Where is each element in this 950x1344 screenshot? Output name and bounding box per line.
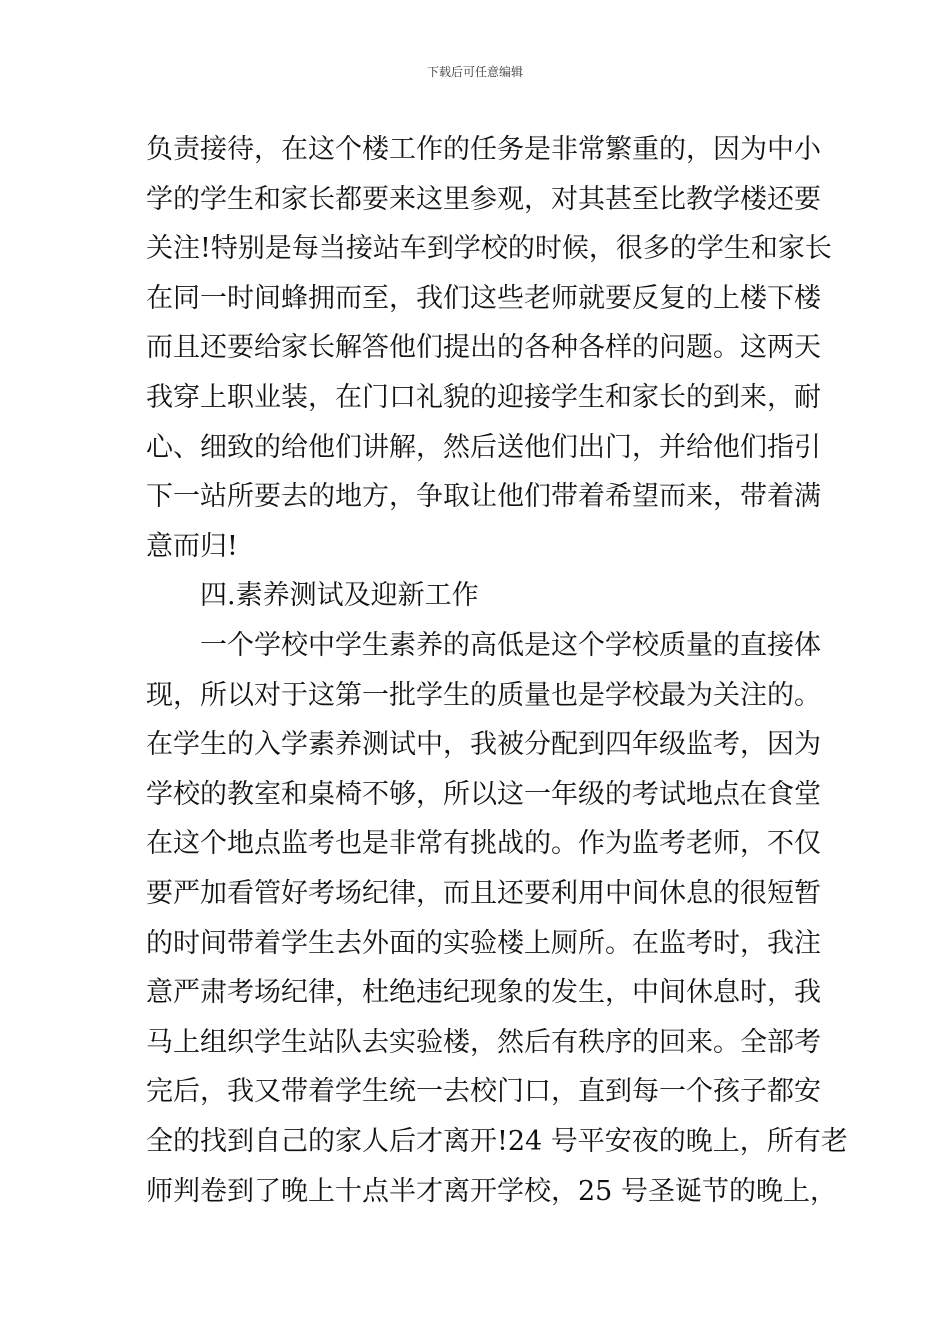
text-line: 马上组织学生站队去实验楼，然后有秩序的回来。全部考: [146, 1026, 821, 1058]
text-line: 要严加看管好考场纪律，而且还要利用中间休息的很短暂: [146, 878, 821, 909]
text-line: 在这个地点监考也是非常有挑战的。作为监考老师，不仅: [146, 828, 821, 860]
text-line: 在同一时间蜂拥而至，我们这些老师就要反复的上楼下楼: [146, 282, 821, 314]
text-line: 负责接待，在这个楼工作的任务是非常繁重的，因为中小: [146, 134, 821, 165]
text-line: 学校的教室和桌椅不够，所以这一年级的考试地点在食堂: [146, 778, 821, 810]
text-line: 关注!特别是每当接站车到学校的时候，很多的学生和家长: [146, 233, 832, 265]
text-line: 学的学生和家长都要来这里参观，对其甚至比教学楼还要: [146, 183, 821, 215]
text-line: 而且还要给家长解答他们提出的各种各样的问题。这两天: [146, 332, 821, 364]
text-line: 现，所以对于这第一批学生的质量也是学校最为关注的。: [146, 679, 821, 711]
page-header-note: 下载后可任意编辑: [426, 65, 523, 79]
text-line: 心、细致的给他们讲解，然后送他们出门，并给他们指引: [146, 431, 821, 463]
text-line: 全的找到自己的家人后才离开!24 号平安夜的晚上，所有老: [146, 1126, 848, 1157]
text-line: 师判卷到了晚上十点半才离开学校，25 号圣诞节的晚上，: [146, 1175, 837, 1207]
paragraph-start-line: 一个学校中学生素养的高低是这个学校质量的直接体: [200, 630, 821, 661]
paragraph-start-line: 四.素养测试及迎新工作: [200, 580, 479, 612]
text-line: 完后，我又带着学生统一去校门口，直到每一个孩子都安: [146, 1076, 821, 1108]
text-line: 意严肃考场纪律，杜绝违纪现象的发生，中间休息时，我: [146, 977, 821, 1009]
text-line: 在学生的入学素养测试中，我被分配到四年级监考，因为: [146, 729, 821, 761]
text-line: 的时间带着学生去外面的实验楼上厕所。在监考时，我注: [146, 927, 821, 959]
text-line: 我穿上职业装，在门口礼貌的迎接学生和家长的到来，耐: [146, 382, 821, 413]
text-line: 意而归!: [146, 530, 238, 562]
text-line: 下一站所要去的地方，争取让他们带着希望而来，带着满: [146, 481, 821, 513]
